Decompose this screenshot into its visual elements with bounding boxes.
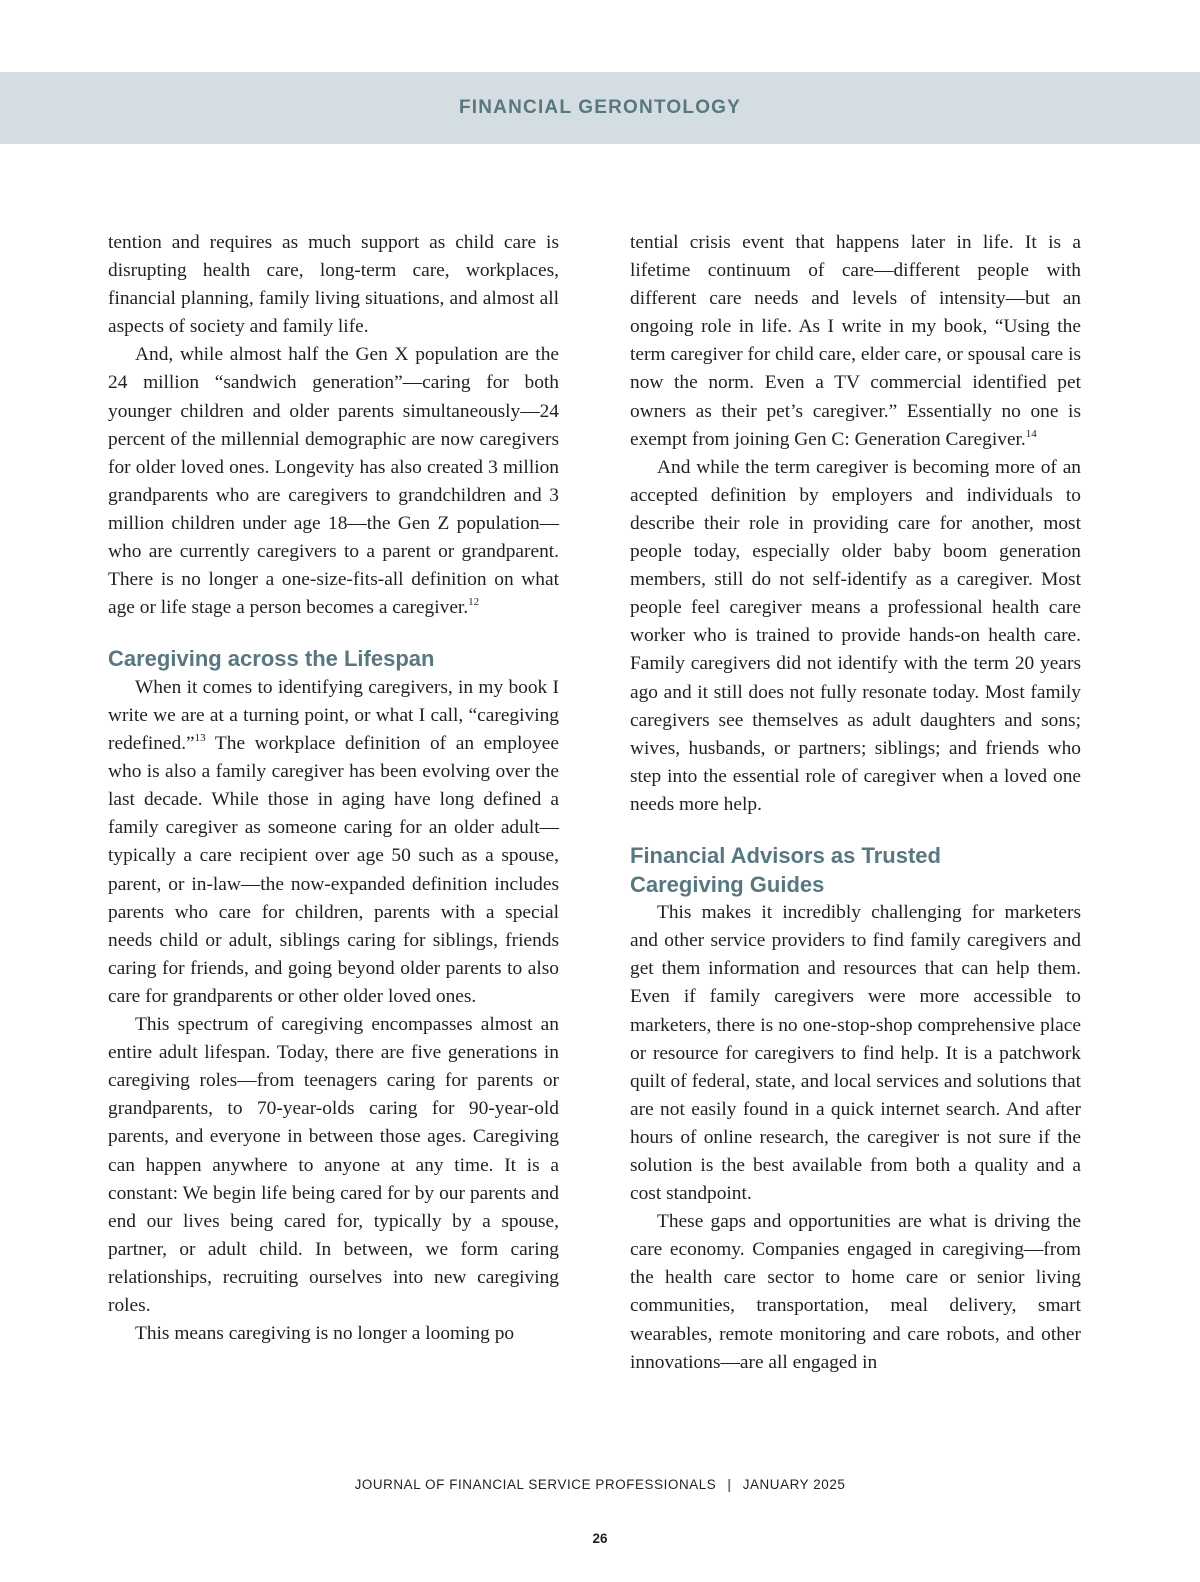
left-column [108, 229, 559, 1348]
page-number: 26 [592, 1531, 608, 1546]
journal-name: JOURNAL OF FINANCIAL SERVICE PROFESSIONALS [354, 1477, 717, 1492]
right-column [630, 229, 1081, 1377]
footnote-ref: 12 [468, 596, 480, 609]
paragraph-text: When it comes to identifying caregivers, in my book I write we are at a turning point, or what I call, “caregiving redefined.” [108, 676, 559, 755]
paragraph [108, 341, 559, 622]
paragraph: This makes it incredibly challenging for marketers and other service providers to find family caregivers and get them information and resources that can help them. Even if family caregivers were more accessible to marketers, there is no one-stop-shop comprehensive place or resource for caregivers to find help. It is a patchwork quilt of federal, state, and local services and solutions that are not easily found in a quick internet search. And after hours of online research, the caregiver is not sure if the solution is the best available from both a quality and a cost standpoint. [630, 902, 1081, 1205]
page-footer [0, 1477, 1200, 1492]
section-heading: Caregiving across the Lifespan [108, 646, 435, 672]
paragraph: And while the term caregiver is becoming more of an accepted definition by employers and individuals to describe their role in providing care for another, most people today, especially older baby boom generation members, still do not self-identify as a caregiver. Most people feel caregiver means a professional health care worker who is trained to provide hands-on health care. Family caregivers did not identify with the term 20 years ago and it still does not fully resonate today. Most family caregivers see themselves as adult daughters and sons; wives, husbands, or partners; siblings; and friends who step into the essential role of caregiver when a loved one needs more help. [630, 456, 1081, 815]
paragraph: This means caregiving is no longer a looming po [135, 1323, 515, 1345]
paragraph-text: And, while almost half the Gen X population are the 24 million “sandwich generation”—caring for both younger children and older parents simultaneously—24 percent of the millennial demographic are now caregivers for older loved ones. Longevity has also created 3 million grandparents who are caregivers to grandchildren and 3 million children under age 18—the Gen Z population—who are currently caregivers to a parent or grandparent. There is no longer a one-size-fits-all definition on what age or life stage a person becomes a caregiver. [108, 344, 559, 619]
footnote-ref: 14 [1025, 427, 1037, 440]
paragraph: tention and requires as much support as child care is disrupting health care, long-term care, workplaces, financial planning, family living situations, and almost all aspects of society and family life. [108, 232, 559, 338]
footer-separator: | [727, 1477, 732, 1492]
section-heading [630, 842, 1081, 899]
paragraph: These gaps and opportunities are what is driving the care economy. Companies engaged in caregiving—from the health care sector to home care or senior living communities, transportation, meal delivery, smart wearables, remote monitoring and care robots, and other innovations—are all engaged in [630, 1211, 1081, 1373]
paragraph: This spectrum of caregiving encompasses almost an entire adult lifespan. Today, there are five generations in caregiving roles—from teenagers caring for parents or grandparents, to 70-year-olds caring for 90-year-old parents, and everyone in between those ages. Caregiving can happen anywhere to anyone at any time. It is a constant: We begin life being cared for by our parents and end our lives being cared for, typically by a spouse, partner, or adult child. In between, we form caring relationships, recruiting ourselves into new caregiving roles. [108, 1014, 559, 1316]
paragraph-text: The workplace definition of an employee who is also a family caregiver has been evolving over the last decade. While those in aging have long defined a family caregiver as someone caring for an older adult—typically a care recipient over age 50 such as a spouse, parent, or in-law—the now-expanded definition includes parents who care for children, parents with a special needs child or adult, siblings caring for siblings, friends caring for friends, and going beyond older parents to also care for grandparents or other older loved ones. [108, 733, 559, 1007]
issue-date: JANUARY 2025 [742, 1477, 846, 1492]
paragraph [630, 229, 1081, 454]
running-header-band [0, 72, 1200, 144]
paragraph-text: tential crisis event that happens later in life. It is a lifetime continuum of care—different people with different care needs and levels of intensity—but an ongoing role in life. As I write in my book, “Using the term caregiver for child care, elder care, or spousal care is now the norm. Even a TV commercial identified pet owners as their pet’s caregiver.” Essentially no one is exempt from joining Gen C: Generation Caregiver. [630, 232, 1081, 450]
section-heading-line: Financial Advisors as Trusted [630, 842, 941, 868]
running-header-title: FINANCIAL GERONTOLOGY [458, 97, 742, 118]
section-heading-line: Caregiving Guides [630, 871, 825, 897]
footnote-ref: 13 [194, 732, 206, 745]
paragraph [108, 674, 559, 1011]
